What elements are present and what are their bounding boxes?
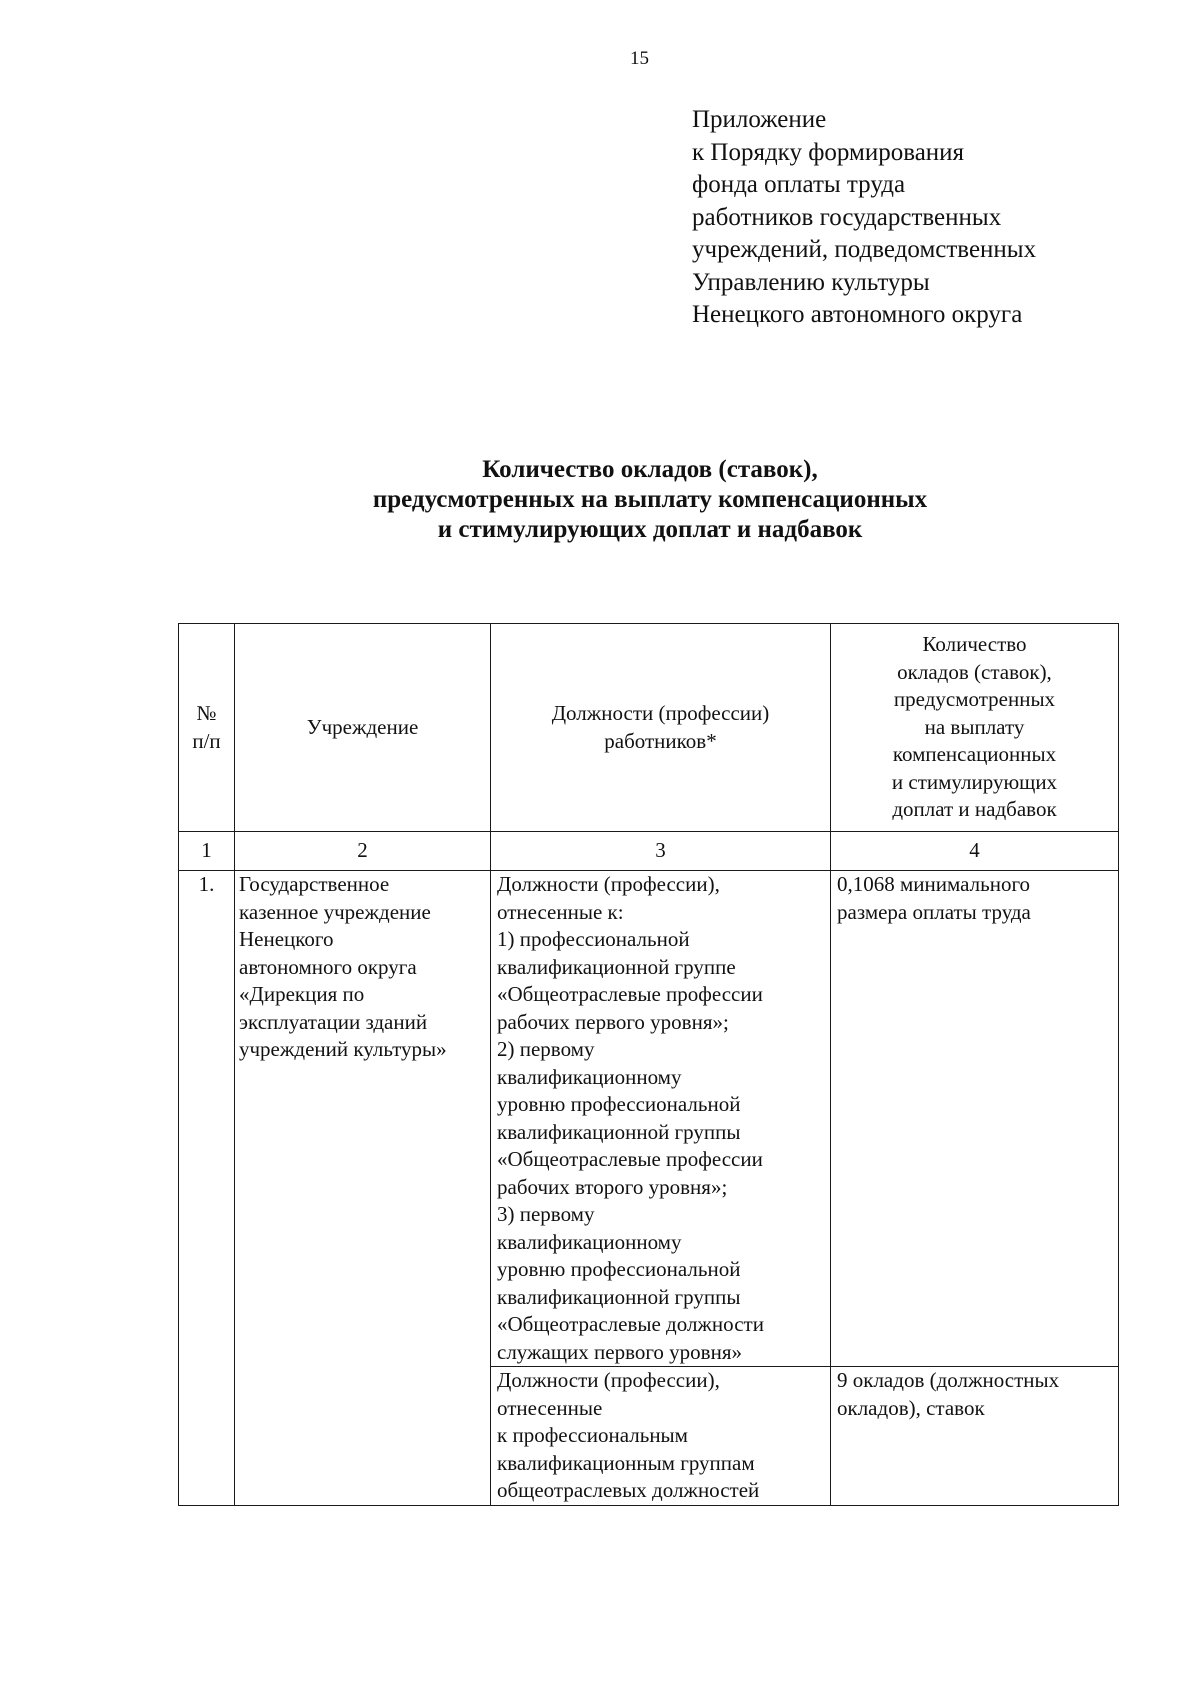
positions-line: «Общеотраслевые профессии <box>497 982 763 1006</box>
positions-line: отнесенные к: <box>497 899 624 924</box>
positions-line: «Общеотраслевые должности <box>497 1312 764 1336</box>
positions-line: квалификационному <box>497 1064 682 1089</box>
positions-line: служащих первого уровня» <box>497 1339 742 1364</box>
positions-line: квалификационным группам <box>497 1450 755 1475</box>
appendix-note <box>692 104 1036 332</box>
institution-line: «Дирекция по <box>239 982 365 1006</box>
title-line: предусмотренных на выплату компенсационных <box>372 486 928 513</box>
header-text: № <box>196 701 217 725</box>
page-number: 15 <box>630 48 649 69</box>
positions-line: уровню профессиональной <box>497 1257 741 1281</box>
institution-line: учреждений культуры» <box>239 1037 447 1061</box>
header-text: окладов (ставок), <box>897 659 1052 684</box>
institution-line: Государственное <box>239 872 390 896</box>
column-number: 4 <box>831 832 1119 871</box>
table-header-row <box>179 624 1119 832</box>
appendix-line: учреждений, подведомственных <box>692 236 1037 263</box>
institution-line: эксплуатации зданий <box>239 1009 428 1034</box>
positions-line: 1) профессиональной <box>497 927 690 951</box>
appendix-line: Приложение <box>692 106 827 133</box>
column-number-row <box>179 832 1119 871</box>
institution-line: казенное учреждение <box>239 899 431 924</box>
positions-line: рабочих первого уровня»; <box>497 1009 729 1034</box>
allowances-table <box>178 623 1119 1506</box>
positions-cell <box>491 871 831 1367</box>
positions-line: квалификационной группы <box>497 1119 741 1144</box>
positions-line: 2) первому <box>497 1037 595 1061</box>
header-text: Учреждение <box>306 714 419 739</box>
header-text: предусмотренных <box>893 687 1056 712</box>
title-line: и стимулирующих доплат и надбавок <box>437 516 863 543</box>
amount-line: 9 окладов (должностных <box>837 1368 1060 1392</box>
column-number: 2 <box>235 832 491 871</box>
amount-line: 0,1068 минимального <box>837 872 1031 896</box>
positions-line: «Общеотраслевые профессии <box>497 1147 763 1171</box>
amount-cell <box>831 871 1119 1367</box>
header-text: компенсационных <box>892 742 1057 767</box>
header-text: доплат и надбавок <box>892 797 1057 822</box>
appendix-line: к Порядку формирования <box>692 138 965 166</box>
amount-cell <box>831 1367 1119 1506</box>
header-text: и стимулирующих <box>891 769 1058 794</box>
amount-line: размера оплаты труда <box>837 899 1031 924</box>
positions-line: отнесенные <box>497 1395 603 1420</box>
appendix-line: Управлению культуры <box>692 268 930 296</box>
title-line: Количество окладов (ставок), <box>482 456 818 483</box>
header-number <box>179 624 235 832</box>
document-title <box>180 455 1120 545</box>
positions-line: квалификационной группе <box>497 954 736 979</box>
positions-line: уровню профессиональной <box>497 1092 741 1116</box>
header-amount <box>831 624 1119 832</box>
positions-line: Должности (профессии), <box>497 1368 720 1392</box>
positions-line: рабочих второго уровня»; <box>497 1174 728 1199</box>
header-text: на выплату <box>924 714 1025 739</box>
institution-cell <box>235 871 491 1506</box>
positions-line: к профессиональным <box>497 1423 688 1447</box>
positions-line: Должности (профессии), <box>497 872 720 896</box>
positions-line: 3) первому <box>497 1202 595 1226</box>
positions-cell <box>491 1367 831 1506</box>
header-text: Должности (профессии) <box>551 701 770 725</box>
header-institution <box>235 624 491 832</box>
row-number: 1. <box>179 871 235 1506</box>
header-text: работников* <box>604 728 717 753</box>
positions-line: квалификационному <box>497 1229 682 1254</box>
appendix-line: фонда оплаты труда <box>692 171 906 198</box>
institution-line: Ненецкого <box>239 927 334 951</box>
column-number: 1 <box>179 832 235 871</box>
institution-line: автономного округа <box>239 954 417 979</box>
amount-line: окладов), ставок <box>837 1395 985 1420</box>
column-number: 3 <box>491 832 831 871</box>
header-positions <box>491 624 831 832</box>
header-text: Количество <box>922 632 1027 657</box>
appendix-line: Ненецкого автономного округа <box>692 301 1023 328</box>
appendix-line: работников государственных <box>692 203 1002 231</box>
positions-line: квалификационной группы <box>497 1284 741 1309</box>
positions-line: общеотраслевых должностей <box>497 1478 760 1502</box>
table-row <box>179 871 1119 1367</box>
header-text: п/п <box>192 728 221 753</box>
